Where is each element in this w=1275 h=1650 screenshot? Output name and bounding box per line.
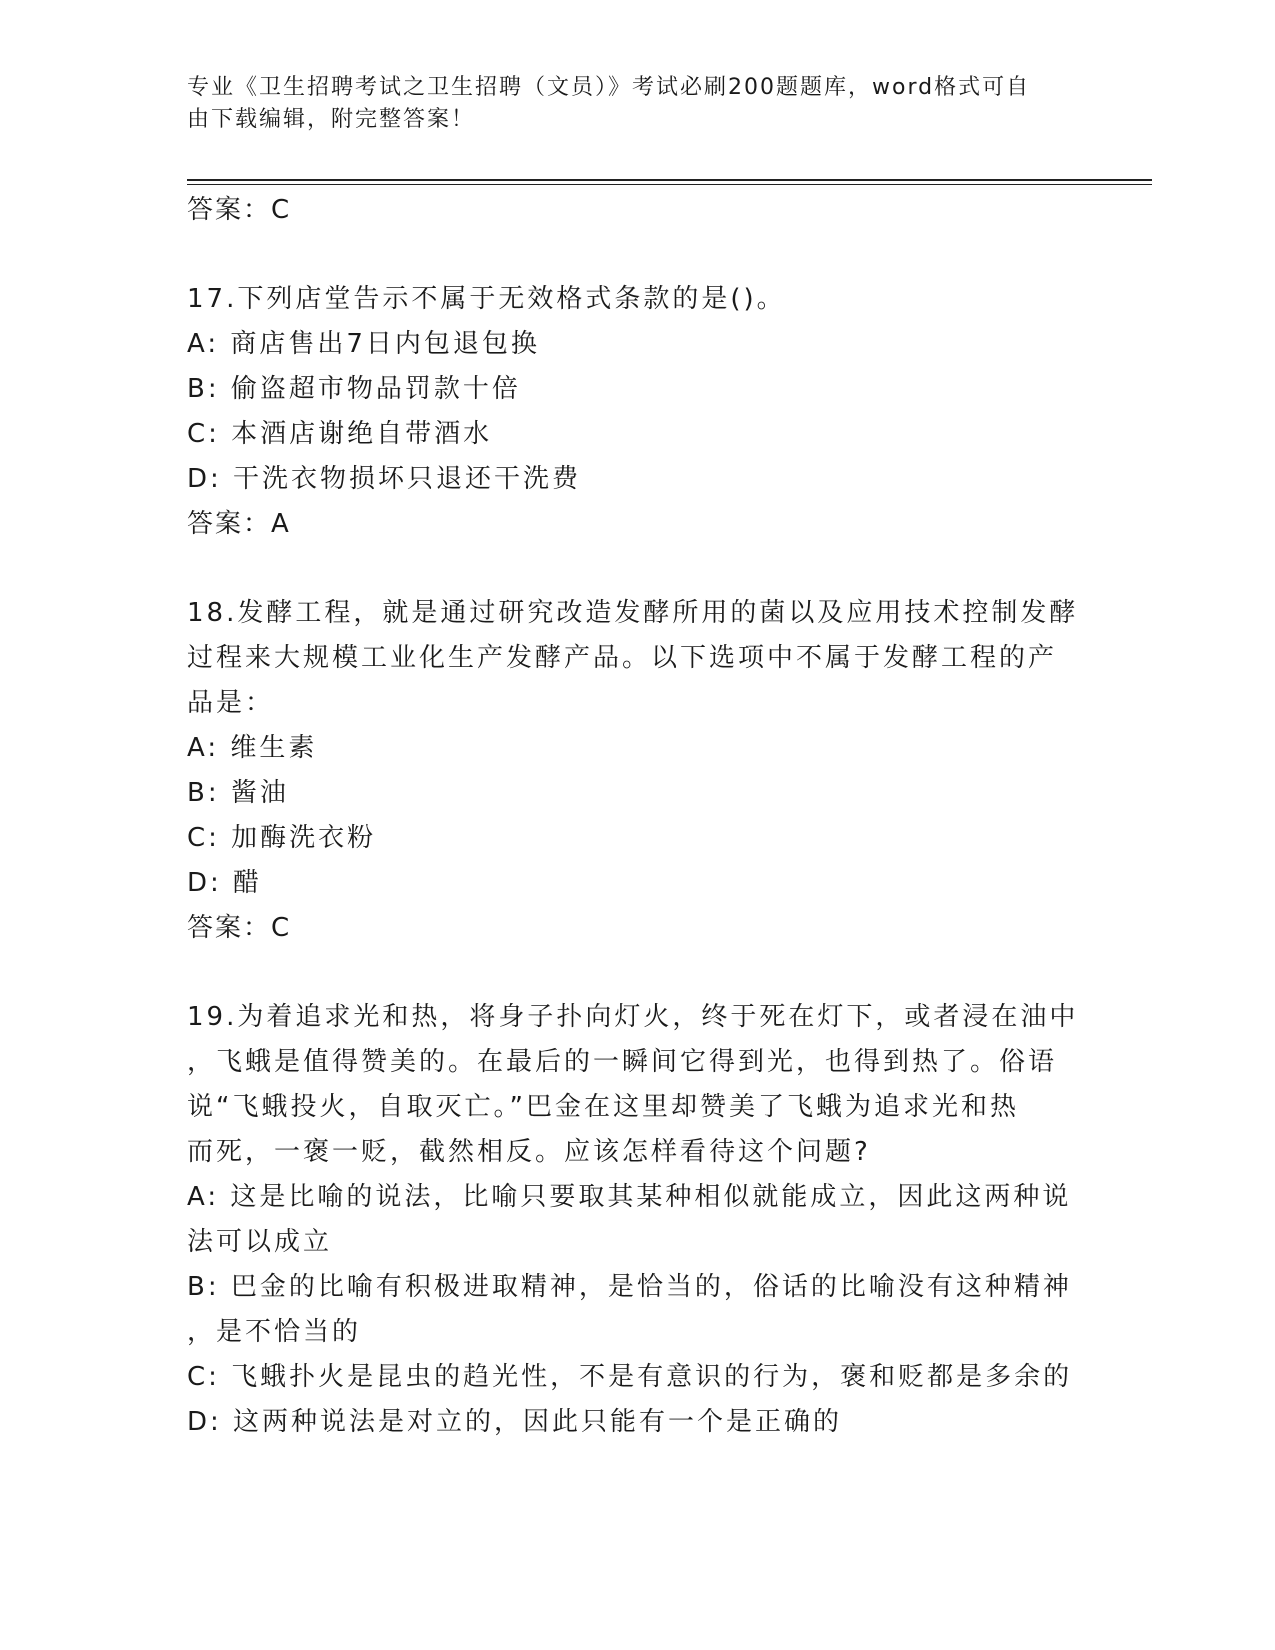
option-b: B: 酱油 <box>187 778 289 808</box>
question-18 <box>187 591 1087 951</box>
option-c: C: 本酒店谢绝自带酒水 <box>187 419 493 449</box>
spacer <box>187 951 1087 995</box>
question-stem-line: 18.发酵工程，就是通过研究改造发酵所用的菌以及应用技术控制发酵 <box>187 598 1079 628</box>
previous-answer: 答案：C <box>187 195 292 225</box>
option-b: B: 偷盗超市物品罚款十倍 <box>187 374 521 404</box>
document-header <box>187 72 1067 136</box>
option-a-line: 法可以成立 <box>187 1227 333 1257</box>
header-rule-thick <box>187 179 1152 181</box>
option-d: D: 醋 <box>187 868 263 898</box>
option-a-line: A: 这是比喻的说法，比喻只要取其某种相似就能成立，因此这两种说 <box>187 1182 1072 1212</box>
answer: 答案：A <box>187 509 291 539</box>
question-content <box>187 188 1087 1445</box>
option-a: A: 商店售出7日内包退包换 <box>187 329 540 359</box>
question-19 <box>187 995 1087 1445</box>
question-17 <box>187 277 1087 547</box>
answer: 答案：C <box>187 913 292 943</box>
question-stem: 17.下列店堂告示不属于无效格式条款的是()。 <box>187 284 786 314</box>
spacer <box>187 547 1087 591</box>
question-stem-line: ，飞蛾是值得赞美的。在最后的一瞬间它得到光，也得到热了。俗语 <box>187 1047 1058 1077</box>
option-b-line: B: 巴金的比喻有积极进取精神，是恰当的，俗话的比喻没有这种精神 <box>187 1272 1072 1302</box>
option-c: C: 飞蛾扑火是昆虫的趋光性，不是有意识的行为，褒和贬都是多余的 <box>187 1362 1073 1392</box>
option-b-line: ，是不恰当的 <box>187 1317 362 1347</box>
spacer <box>187 233 1087 277</box>
header-rule-thin <box>187 184 1152 185</box>
option-d: D: 这两种说法是对立的，因此只能有一个是正确的 <box>187 1407 843 1437</box>
option-d: D: 干洗衣物损坏只退还干洗费 <box>187 464 582 494</box>
header-line-2: 由下载编辑，附完整答案！ <box>187 107 476 132</box>
question-stem-line: 而死，一褒一贬，截然相反。应该怎样看待这个问题? <box>187 1137 871 1167</box>
question-stem-line: 19.为着追求光和热，将身子扑向灯火，终于死在灯下，或者浸在油中 <box>187 1002 1079 1032</box>
header-line-1: 专业《卫生招聘考试之卫生招聘（文员）》考试必刷200题题库，word格式可自 <box>187 75 1031 100</box>
question-stem-line: 说“飞蛾投火，自取灭亡。”巴金在这里却赞美了飞蛾为追求光和热 <box>187 1092 1019 1122</box>
option-c: C: 加酶洗衣粉 <box>187 823 377 853</box>
question-stem-line: 过程来大规模工业化生产发酵产品。以下选项中不属于发酵工程的产 <box>187 643 1058 673</box>
question-stem-line: 品是： <box>187 688 275 718</box>
option-a: A: 维生素 <box>187 733 318 763</box>
